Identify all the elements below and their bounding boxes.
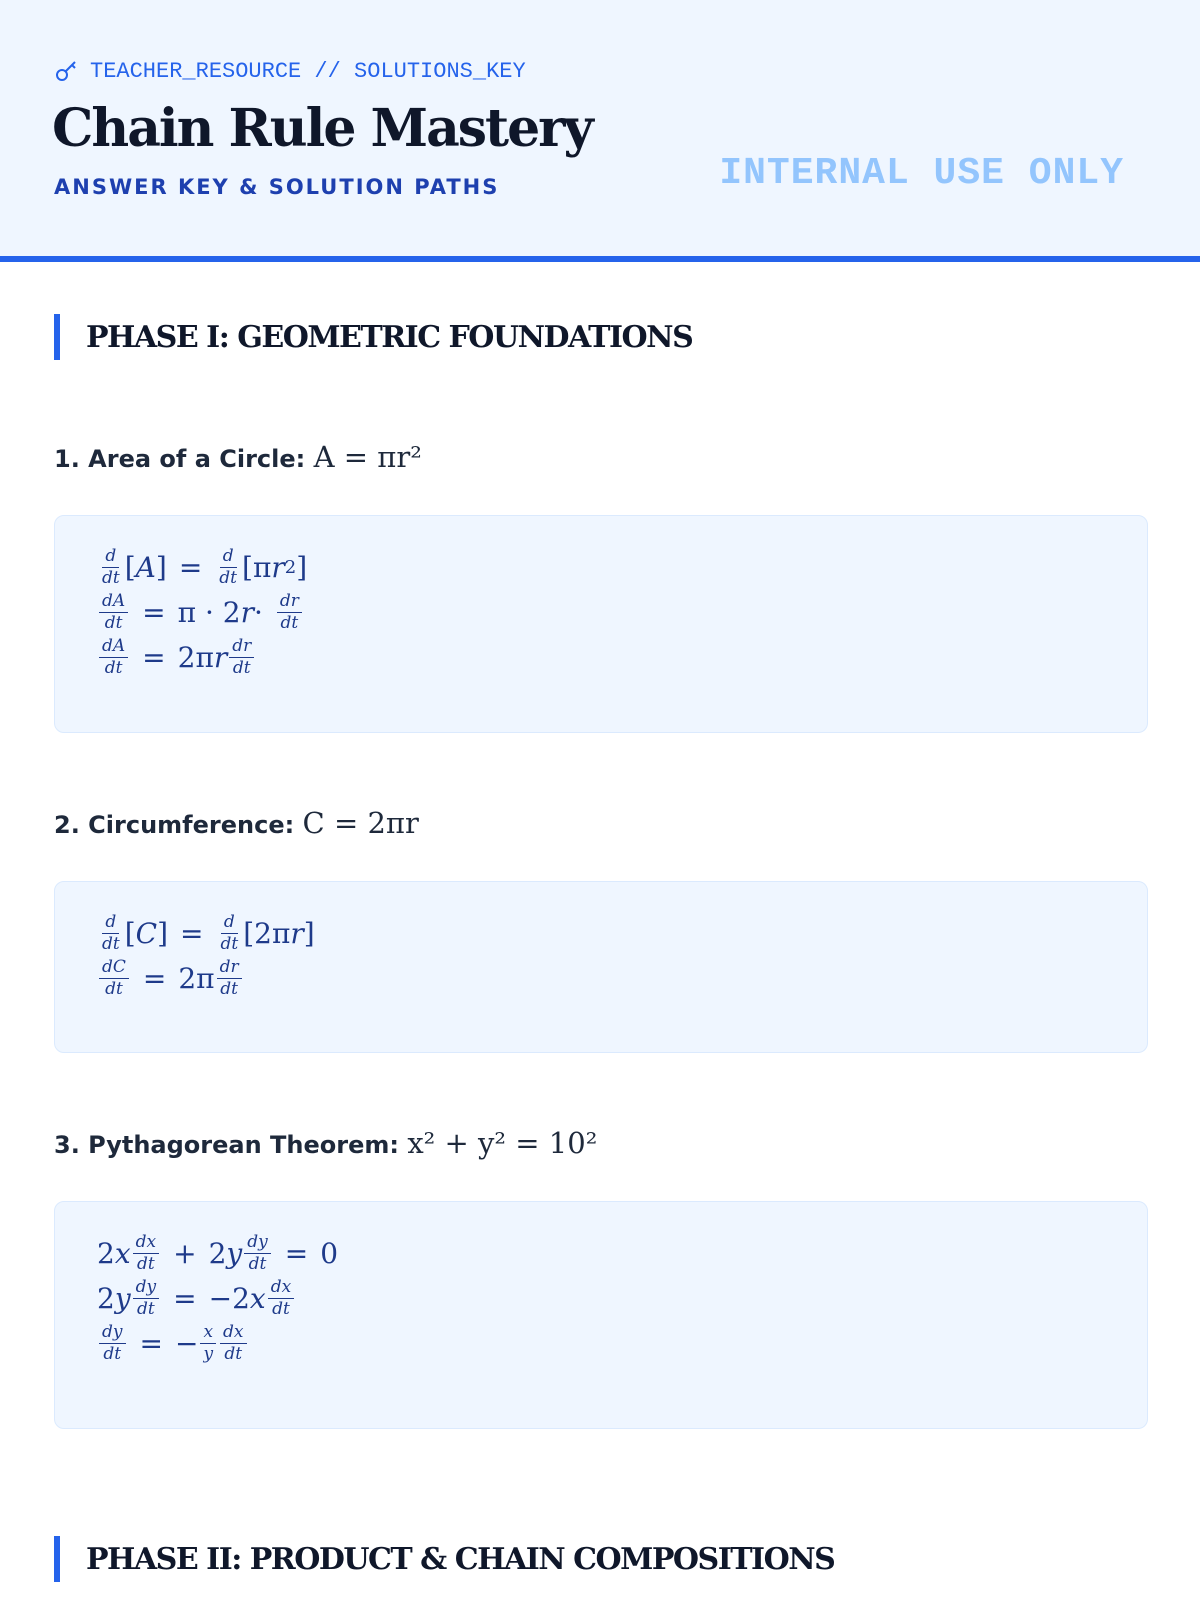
solution-step: $\frac{d}{dt}$ [ A ] = $\frac{d}{dt}$ [π r 2 ] [102,546,308,588]
problem-label: 2. Circumference: [54,811,295,839]
internal-stamp: INTERNAL USE ONLY [719,152,1124,195]
page-header [0,0,1200,262]
solution-step: $\frac{dA}{dt}$ = 2π r $\frac{dr}{dt}$ [97,638,1147,677]
key-icon [54,58,80,84]
page-title: Chain Rule Mastery [52,98,592,159]
problem-formula: A = πr² [313,440,422,474]
solution-step: $\frac{d}{dt}$ [ C ] = $\frac{d}{dt}$ [2π r ] [102,912,315,954]
problem-formula: C = 2πr [302,806,419,840]
solution-step: 2 y $\frac{dy}{dt}$ = −2 x $\frac{dx}{dt}$ [97,1279,1147,1318]
resource-tag-text: TEACHER_RESOURCE // SOLUTIONS_KEY [90,58,526,84]
solution-step: $\frac{dy}{dt}$ = − $\frac{x}{y}$ $\frac{dx}{dt}$ [97,1324,1147,1363]
solution-step: $\frac{dA}{dt}$ = π · 2 r · $\frac{dr}{dt}$ [97,593,1147,632]
problem-heading [54,1126,597,1160]
phase-heading: PHASE I: GEOMETRIC FOUNDATIONS [54,314,692,360]
phase-heading: PHASE II: PRODUCT & CHAIN COMPOSITIONS [54,1536,834,1582]
problem-heading [54,806,419,840]
solution-step: 2 x $\frac{dx}{dt}$ + 2 y $\frac{dy}{dt}$ = 0 [97,1232,339,1274]
solution-step: $\frac{dC}{dt}$ = 2π $\frac{dr}{dt}$ [97,959,1147,998]
problem-formula: x² + y² = 10² [407,1126,598,1160]
problem-heading [54,440,422,474]
problem-label: 3. Pythagorean Theorem: [54,1131,399,1159]
solution-box [54,1201,1148,1429]
problem-label: 1. Area of a Circle: [54,445,306,473]
solution-box [54,515,1148,733]
resource-tag [54,58,526,84]
solution-box [54,881,1148,1053]
page-subtitle: ANSWER KEY & SOLUTION PATHS [54,175,500,199]
